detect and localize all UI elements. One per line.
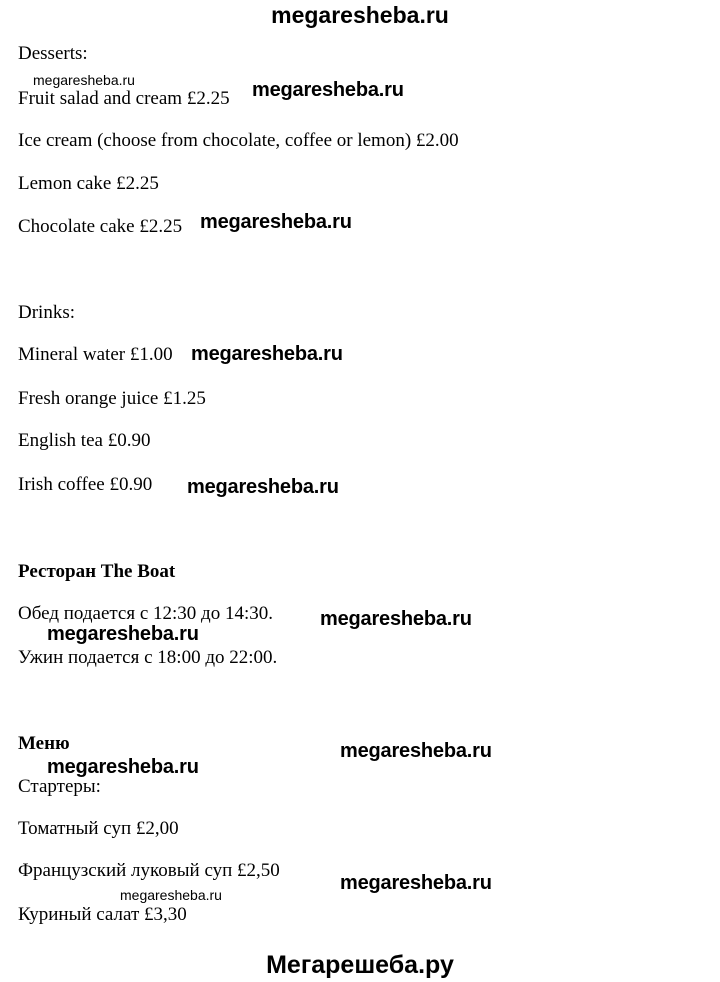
starters-heading: Стартеры: (18, 776, 101, 797)
dessert-item: Ice cream (choose from chocolate, coffee or lemon) £2.00 (18, 130, 459, 151)
watermark: megaresheba.ru (191, 343, 343, 365)
dessert-item: Fruit salad and cream £2.25 (18, 88, 230, 109)
watermark: megaresheba.ru (340, 872, 492, 894)
watermark: megaresheba.ru (187, 476, 339, 498)
menu-item: Томатный суп £2,00 (18, 818, 179, 839)
watermark: megaresheba.ru (320, 608, 472, 630)
dessert-item: Chocolate cake £2.25 (18, 216, 183, 237)
watermark: megaresheba.ru (200, 211, 352, 233)
drinks-heading: Drinks: (18, 302, 75, 323)
watermark: megaresheba.ru (340, 740, 492, 762)
watermark: megaresheba.ru (47, 756, 199, 778)
dessert-item: Lemon cake £2.25 (18, 173, 159, 194)
drink-item: English tea £0.90 (18, 430, 151, 451)
drink-item: Irish coffee £0.90 (18, 474, 153, 495)
menu-item: Куриный салат £3,30 (18, 904, 187, 925)
footer-watermark: Мегарешеба.ру (266, 951, 454, 979)
drink-item: Fresh orange juice £1.25 (18, 388, 206, 409)
dinner-hours: Ужин подается с 18:00 до 22:00. (18, 647, 278, 668)
watermark: megaresheba.ru (252, 79, 404, 101)
drink-item: Mineral water £1.00 (18, 344, 173, 365)
menu-title: Меню (18, 733, 70, 754)
header-watermark: megaresheba.ru (271, 2, 449, 28)
watermark: megaresheba.ru (47, 623, 199, 645)
desserts-heading: Desserts: (18, 43, 88, 64)
restaurant-title: Ресторан The Boat (18, 561, 176, 582)
watermark-small: megaresheba.ru (120, 887, 222, 903)
watermark-small: megaresheba.ru (33, 72, 135, 88)
lunch-hours: Обед подается с 12:30 до 14:30. (18, 603, 274, 624)
menu-item: Французский луковый суп £2,50 (18, 860, 280, 881)
